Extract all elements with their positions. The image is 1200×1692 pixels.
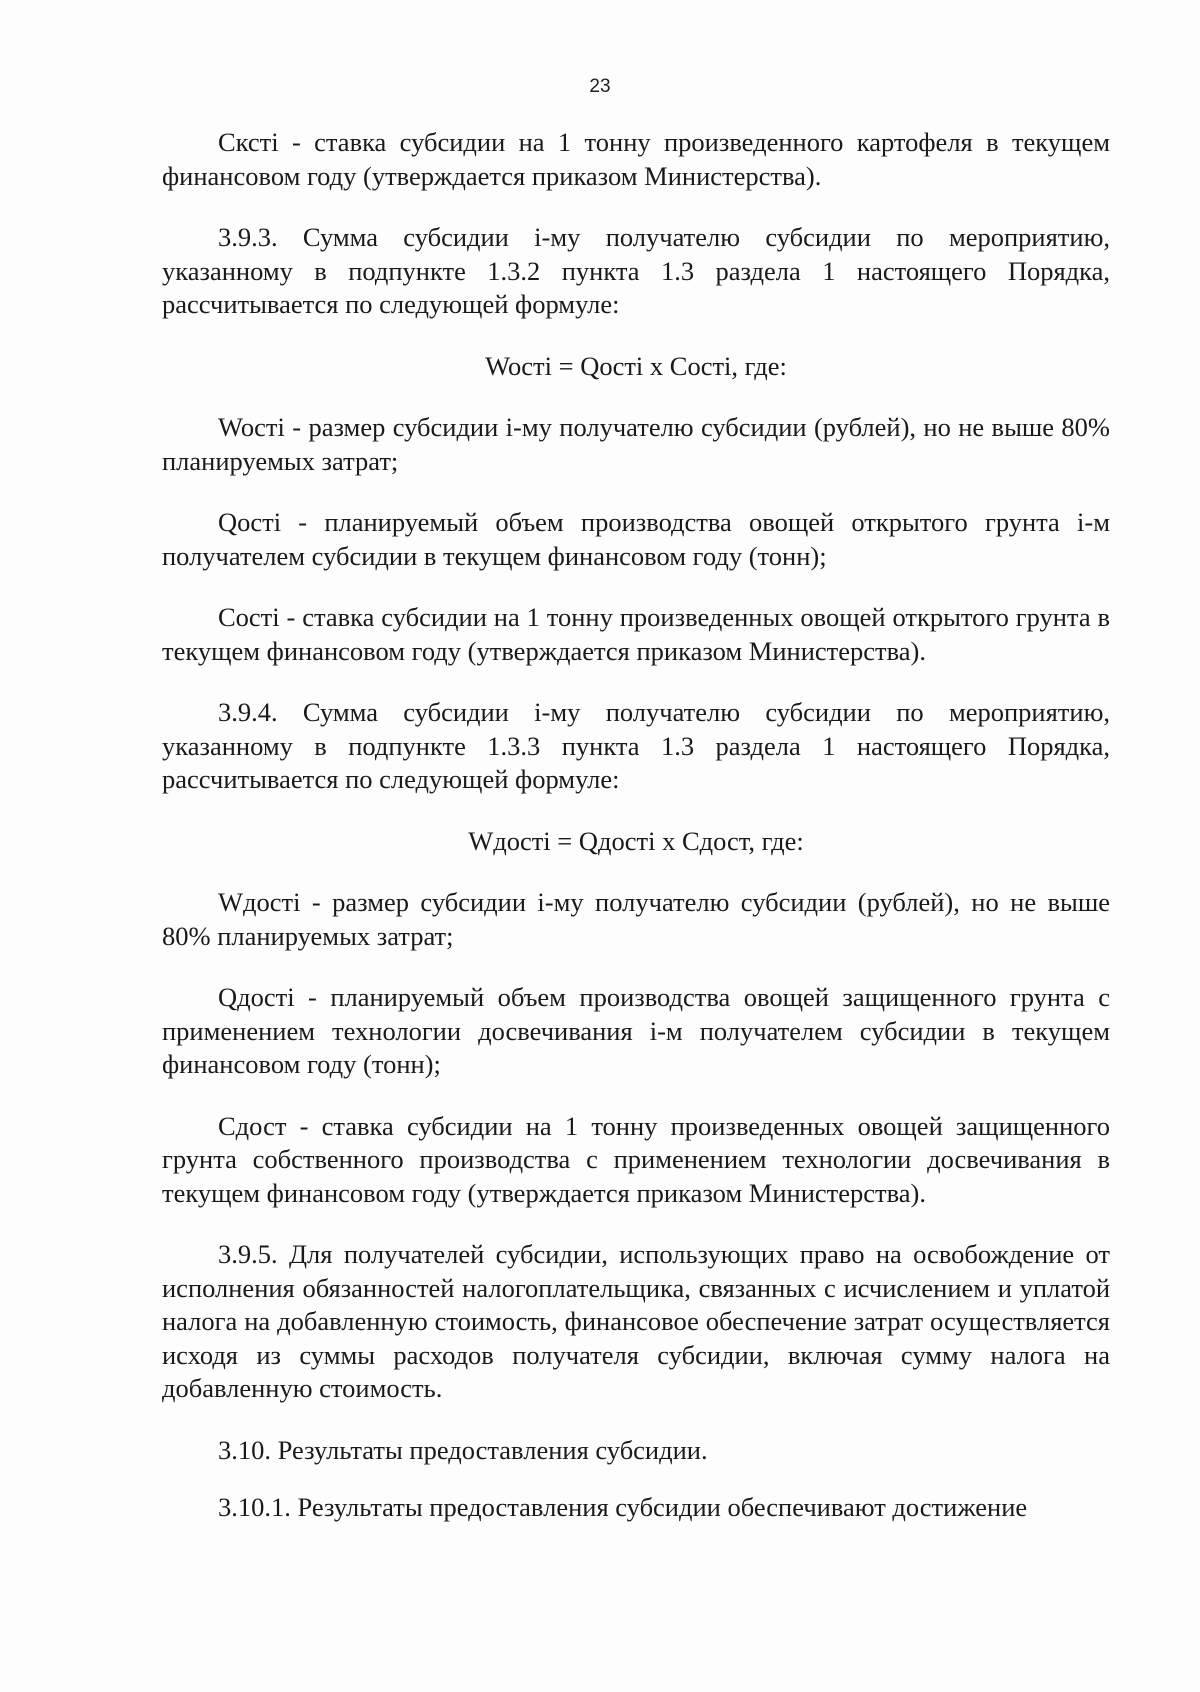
paragraph-3-9-3: 3.9.3. Сумма субсидии i-му получателю субсидии по мероприятию, указанному в подпункте 1.3.2 пункта 1.3 раздела 1 настоящего Порядка, рассчитывается по следующей формуле: <box>162 222 1110 319</box>
formula-wdocti: Wдocтi = Qдocтi х Сдост, где: <box>468 825 804 856</box>
formula-wocti: Wocтi = Qocтi х Cocтi, где: <box>485 350 787 381</box>
paragraph-3-9-4: 3.9.4. Сумма субсидии i-му получателю субсидии по мероприятию, указанному в подпункте 1.3.3 пункта 1.3 раздела 1 настоящего Порядка, рассчитывается по следующей формуле: <box>162 697 1110 794</box>
paragraph-cocti-definition: Cocтi - ставка субсидии на 1 тонну произведенных овощей открытого грунта в текущем финансовом году (утверждается приказом Министерства). <box>162 602 1110 666</box>
paragraph-3-10: 3.10. Результаты предоставления субсидии. <box>218 1434 708 1465</box>
paragraph-wdocti-definition: Wдocтi - размер субсидии i-му получателю субсидии (рублей), но не выше 80% планируемых затрат; <box>162 887 1110 951</box>
page-number: 23 <box>589 76 611 97</box>
paragraph-qdocti-definition: Qдocтi - планируемый объем производства овощей защищенного грунта с применением технологии досвечивания i-м получателем субсидии в текущем финансовом году (тонн); <box>162 982 1110 1079</box>
paragraph-ckcti-definition: Скстi - ставка субсидии на 1 тонну произведенного картофеля в текущем финансовом году (утверждается приказом Министерства). <box>162 127 1110 191</box>
paragraph-cdost-definition: Сдост - ставка субсидии на 1 тонну произведенных овощей защищенного грунта собственного производства с применением технологии досвечивания в текущем финансовом году (утверждается приказом Министерства). <box>162 1110 1110 1208</box>
paragraph-wocti-definition: Wocтi - размер субсидии i-му получателю субсидии (рублей), но не выше 80% планируемых затрат; <box>162 412 1110 476</box>
paragraph-3-10-1: 3.10.1. Результаты предоставления субсидии обеспечивают достижение <box>218 1492 1028 1522</box>
paragraph-3-9-5: 3.9.5. Для получателей субсидии, использующих право на освобождение от исполнения обязанностей налогоплательщика, связанных с исчислением и уплатой налога на добавленную стоимость, финансовое обеспечение затрат осуществляется исходя из суммы расходов получателя субсидии, включая сумму налога на добавленную стоимость. <box>162 1239 1110 1403</box>
document-body <box>162 126 1110 1553</box>
paragraph-qocti-definition: Qocтi - планируемый объем производства овощей открытого грунта i-м получателем субсидии в текущем финансовом году (тонн); <box>162 507 1110 571</box>
